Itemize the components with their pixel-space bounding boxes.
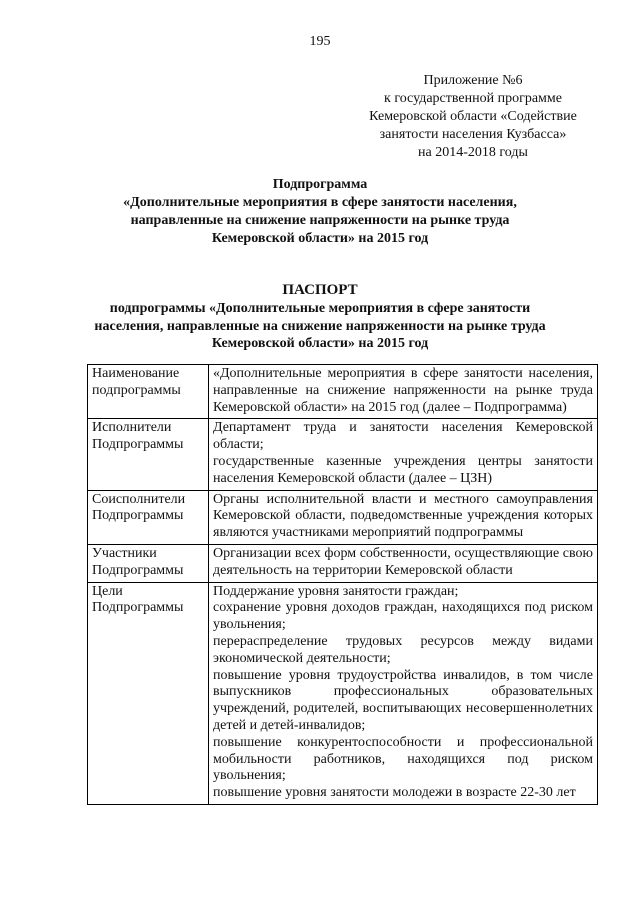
table-row: [88, 544, 598, 582]
row-value: государственные казенные учреждения центры занятости населения Кемеровской области (далее – ЦЗН): [213, 453, 593, 486]
row-label: Цели: [92, 583, 123, 599]
appendix-line: к государственной программе: [384, 91, 562, 106]
row-label-cell: [88, 490, 209, 544]
row-value: Поддержание уровня занятости граждан;: [213, 583, 459, 599]
row-label: подпрограммы: [92, 382, 181, 398]
row-label: Участники: [92, 545, 157, 561]
row-value: повышение уровня занятости молодежи в возрасте 22-30 лет: [213, 785, 576, 801]
row-value-cell: [209, 490, 598, 544]
row-value: повышение уровня трудоустройства инвалидов, в том числе выпускников профессиональных образовательных учреждений, родителей, воспитывающих несовершеннолетних детей и детей-инвалидов;: [213, 667, 593, 733]
table-row: [88, 419, 598, 490]
table-row: [88, 365, 598, 419]
row-value: перераспределение трудовых ресурсов между видами экономической деятельности;: [213, 633, 593, 666]
appendix-line: Кемеровской области «Содействие: [369, 109, 577, 124]
row-label-cell: [88, 544, 209, 582]
row-value-cell: [209, 365, 598, 419]
passport-title-line: Кемеровской области» на 2015 год: [211, 336, 429, 351]
passport-heading: ПАСПОРТ: [282, 282, 358, 298]
row-value-cell: [209, 419, 598, 490]
passport-table: [87, 364, 598, 805]
row-label-cell: [88, 365, 209, 419]
row-label-cell: [88, 582, 209, 804]
passport-title-line: подпрограммы «Дополнительные мероприятия в сфере занятости: [109, 301, 531, 316]
subprogram-title: [70, 176, 570, 248]
appendix-line: на 2014-2018 годы: [418, 145, 528, 160]
row-label: Подпрограммы: [92, 437, 184, 453]
row-value: Департамент труда и занятости населения Кемеровской области;: [213, 420, 593, 453]
subprogram-title-line: Кемеровской области» на 2015 год: [211, 231, 429, 246]
appendix-line: занятости населения Кузбасса»: [379, 127, 567, 142]
subprogram-title-line: направленные на снижение напряженности на рынке труда: [130, 213, 510, 228]
passport-title: [60, 281, 580, 353]
row-label: Подпрограммы: [92, 508, 184, 524]
appendix-note: [348, 72, 598, 162]
subprogram-title-line: «Дополнительные мероприятия в сфере занятости населения,: [123, 195, 517, 210]
subprogram-title-line: Подпрограмма: [272, 177, 368, 192]
row-label: Наименование: [92, 366, 180, 381]
row-label: Соисполнители: [92, 491, 186, 507]
row-value: Организации всех форм собственности, осуществляющие свою деятельность на территории Кемеровской области: [213, 545, 593, 578]
row-label: Подпрограммы: [92, 562, 184, 578]
page-number: 195: [309, 34, 331, 49]
passport-title-line: населения, направленные на снижение напряженности на рынке труда: [94, 318, 546, 334]
row-label: Исполнители: [92, 420, 172, 436]
row-value: «Дополнительные мероприятия в сфере занятости населения, направленные на снижение напряженности на рынке труда Кемеровской области» на 2015 год (далее – Подпрограмма): [213, 366, 593, 415]
table-row: [88, 582, 598, 804]
row-value: Органы исполнительной власти и местного самоуправления Кемеровской области, подведомственные учреждения которых являются участниками мероприятий подпрограммы: [213, 491, 593, 541]
row-value: сохранение уровня доходов граждан, находящихся под риском увольнения;: [213, 600, 593, 633]
row-value-cell: [209, 544, 598, 582]
row-value-cell: [209, 582, 598, 804]
appendix-line: Приложение №6: [423, 73, 523, 88]
row-label-cell: [88, 419, 209, 490]
table-row: [88, 490, 598, 544]
row-value: повышение конкурентоспособности и профессиональной мобильности работников, находящихся под риском увольнения;: [213, 734, 593, 784]
row-label: Подпрограммы: [92, 600, 184, 616]
